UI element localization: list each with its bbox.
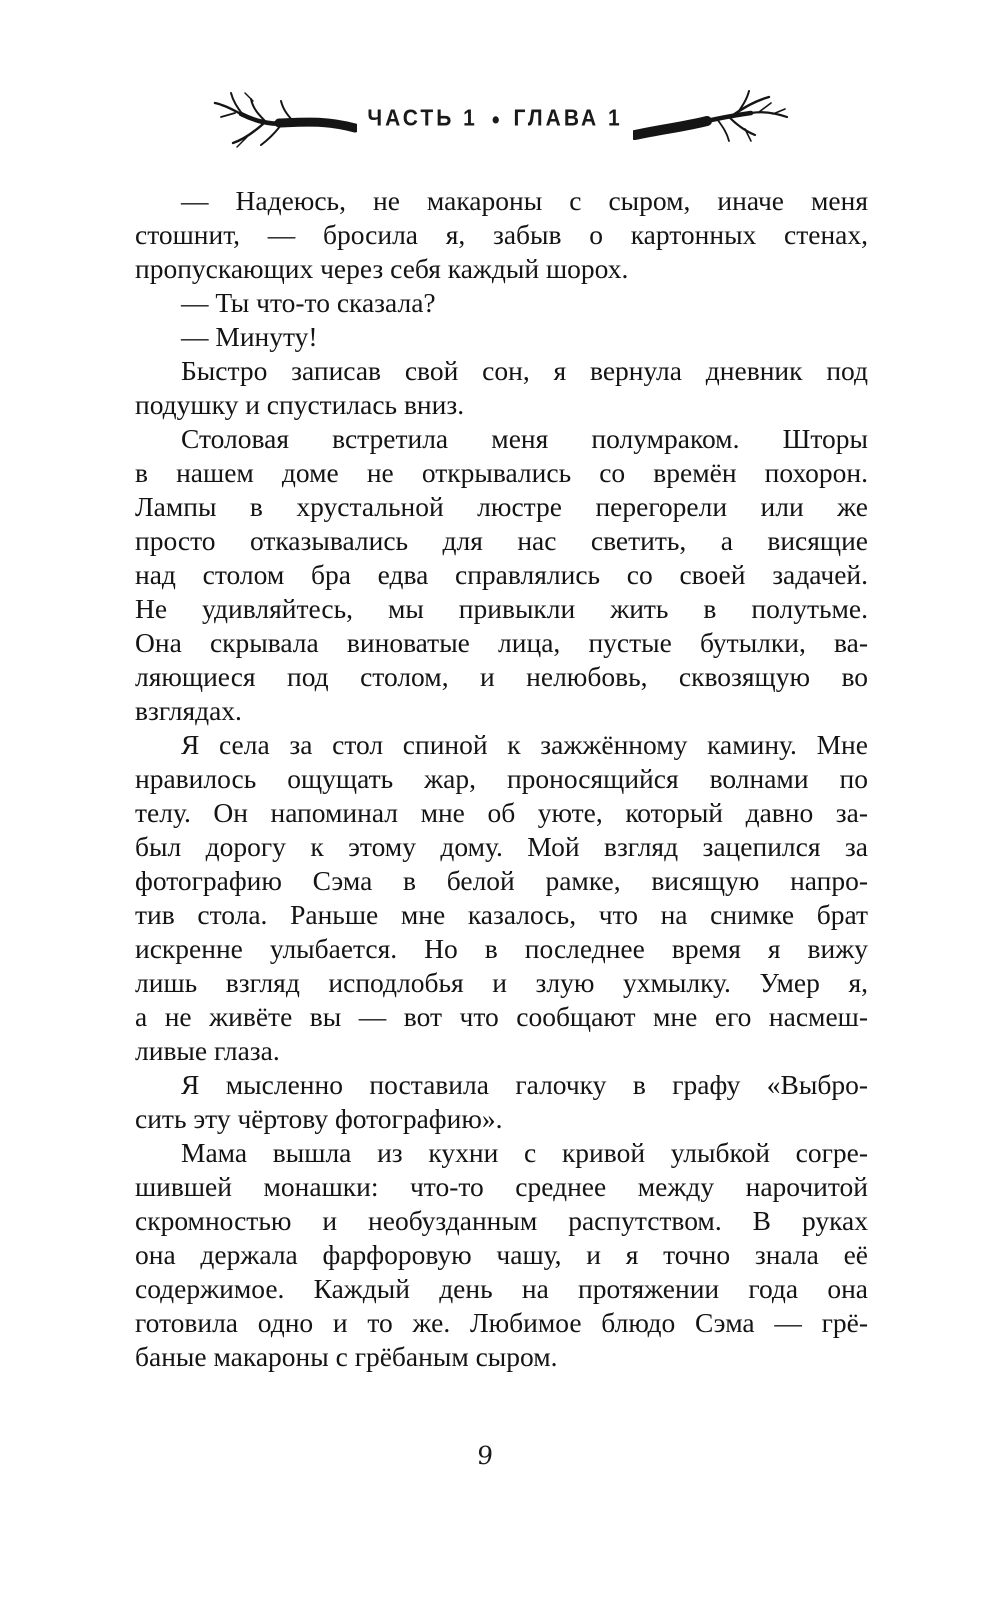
text-line: фотографию Сэма в белой рамке, висящую напро-	[135, 865, 868, 896]
text-line: — Минуту!	[181, 321, 318, 352]
page-number: 9	[476, 1441, 494, 1470]
part-chapter-title	[367, 106, 622, 133]
text-line: Я села за стол спиной к зажжённому камину. Мне	[181, 729, 868, 760]
branch-right-icon	[633, 87, 793, 151]
text-line: стошнит, — бросила я, забыв о картонных стенах,	[135, 219, 868, 250]
text-line: баные макароны с грёбаным сыром.	[135, 1341, 558, 1372]
paragraph	[135, 422, 868, 728]
branch-left-icon	[207, 87, 357, 151]
text-line: содержимое. Каждый день на протяжении года она	[135, 1273, 868, 1304]
text-line: Быстро записав свой сон, я вернула дневник под	[181, 355, 868, 386]
text-line: пропускающих через себя каждый шорох.	[135, 253, 629, 284]
text-line: шившей монашки: что-то среднее между нарочитой	[135, 1171, 868, 1202]
text-line: Не удивляйтесь, мы привыкли жить в полутьме.	[135, 593, 868, 624]
paragraph	[135, 728, 868, 1068]
text-line: просто отказывались для нас светить, а висящие	[135, 525, 868, 556]
text-line: телу. Он напоминал мне об уюте, который давно за-	[135, 797, 868, 828]
text-line: Лампы в хрустальной люстре перегорели или же	[135, 491, 868, 522]
text-line: Мама вышла из кухни с кривой улыбкой согре-	[181, 1137, 868, 1168]
text-line: а не живёте вы — вот что сообщают мне его насмеш-	[135, 1001, 868, 1032]
text-line: готовила одно и то же. Любимое блюдо Сэма — грё-	[135, 1307, 868, 1338]
text-line: искренне улыбается. Но в последнее время я вижу	[135, 933, 868, 964]
paragraph	[135, 1136, 868, 1374]
text-line: ляющиеся под столом, и нелюбовь, сквозящую во	[135, 661, 868, 692]
text-line: она держала фарфоровую чашу, и я точно знала её	[135, 1239, 868, 1270]
text-line: Столовая встретила меня полумраком. Шторы	[181, 423, 868, 454]
text-line: Она скрывала виноватые лица, пустые бутылки, ва-	[135, 627, 868, 658]
paragraph	[135, 354, 868, 422]
text-line: в нашем доме не открывались со времён похорон.	[135, 457, 868, 488]
text-line: над столом бра едва справлялись со своей задачей.	[135, 559, 868, 590]
text-line: сить эту чёртову фотографию».	[135, 1103, 503, 1134]
text-line: лишь взгляд исподлобья и злую ухмылку. Умер я,	[135, 967, 868, 998]
text-line: — Надеюсь, не макароны с сыром, иначе меня	[181, 185, 868, 216]
text-line: ливые глаза.	[135, 1035, 280, 1066]
text-line: подушку и спустилась вниз.	[135, 389, 465, 420]
chapter-header	[0, 84, 1000, 154]
paragraph	[135, 320, 868, 354]
paragraph	[135, 1068, 868, 1136]
text-line: нравилось ощущать жар, проносящийся волнами по	[135, 763, 868, 794]
chapter-label: ГЛАВА 1	[513, 105, 623, 132]
text-line: Я мысленно поставила галочку в графу «Выбро-	[181, 1069, 868, 1100]
text-line: — Ты что-то сказала?	[181, 287, 436, 318]
bullet-separator-icon: •	[491, 105, 500, 134]
text-line: взглядах.	[135, 695, 242, 726]
part-label: ЧАСТЬ 1	[367, 105, 478, 132]
text-line: тив стола. Раньше мне казалось, что на снимке брат	[135, 899, 868, 930]
paragraph	[135, 184, 868, 286]
text-line: был дорогу к этому дому. Мой взгляд зацепился за	[135, 831, 868, 862]
text-line: скромностью и необузданным распутством. В руках	[135, 1205, 868, 1236]
paragraph	[135, 286, 868, 320]
body-text	[135, 184, 868, 1374]
